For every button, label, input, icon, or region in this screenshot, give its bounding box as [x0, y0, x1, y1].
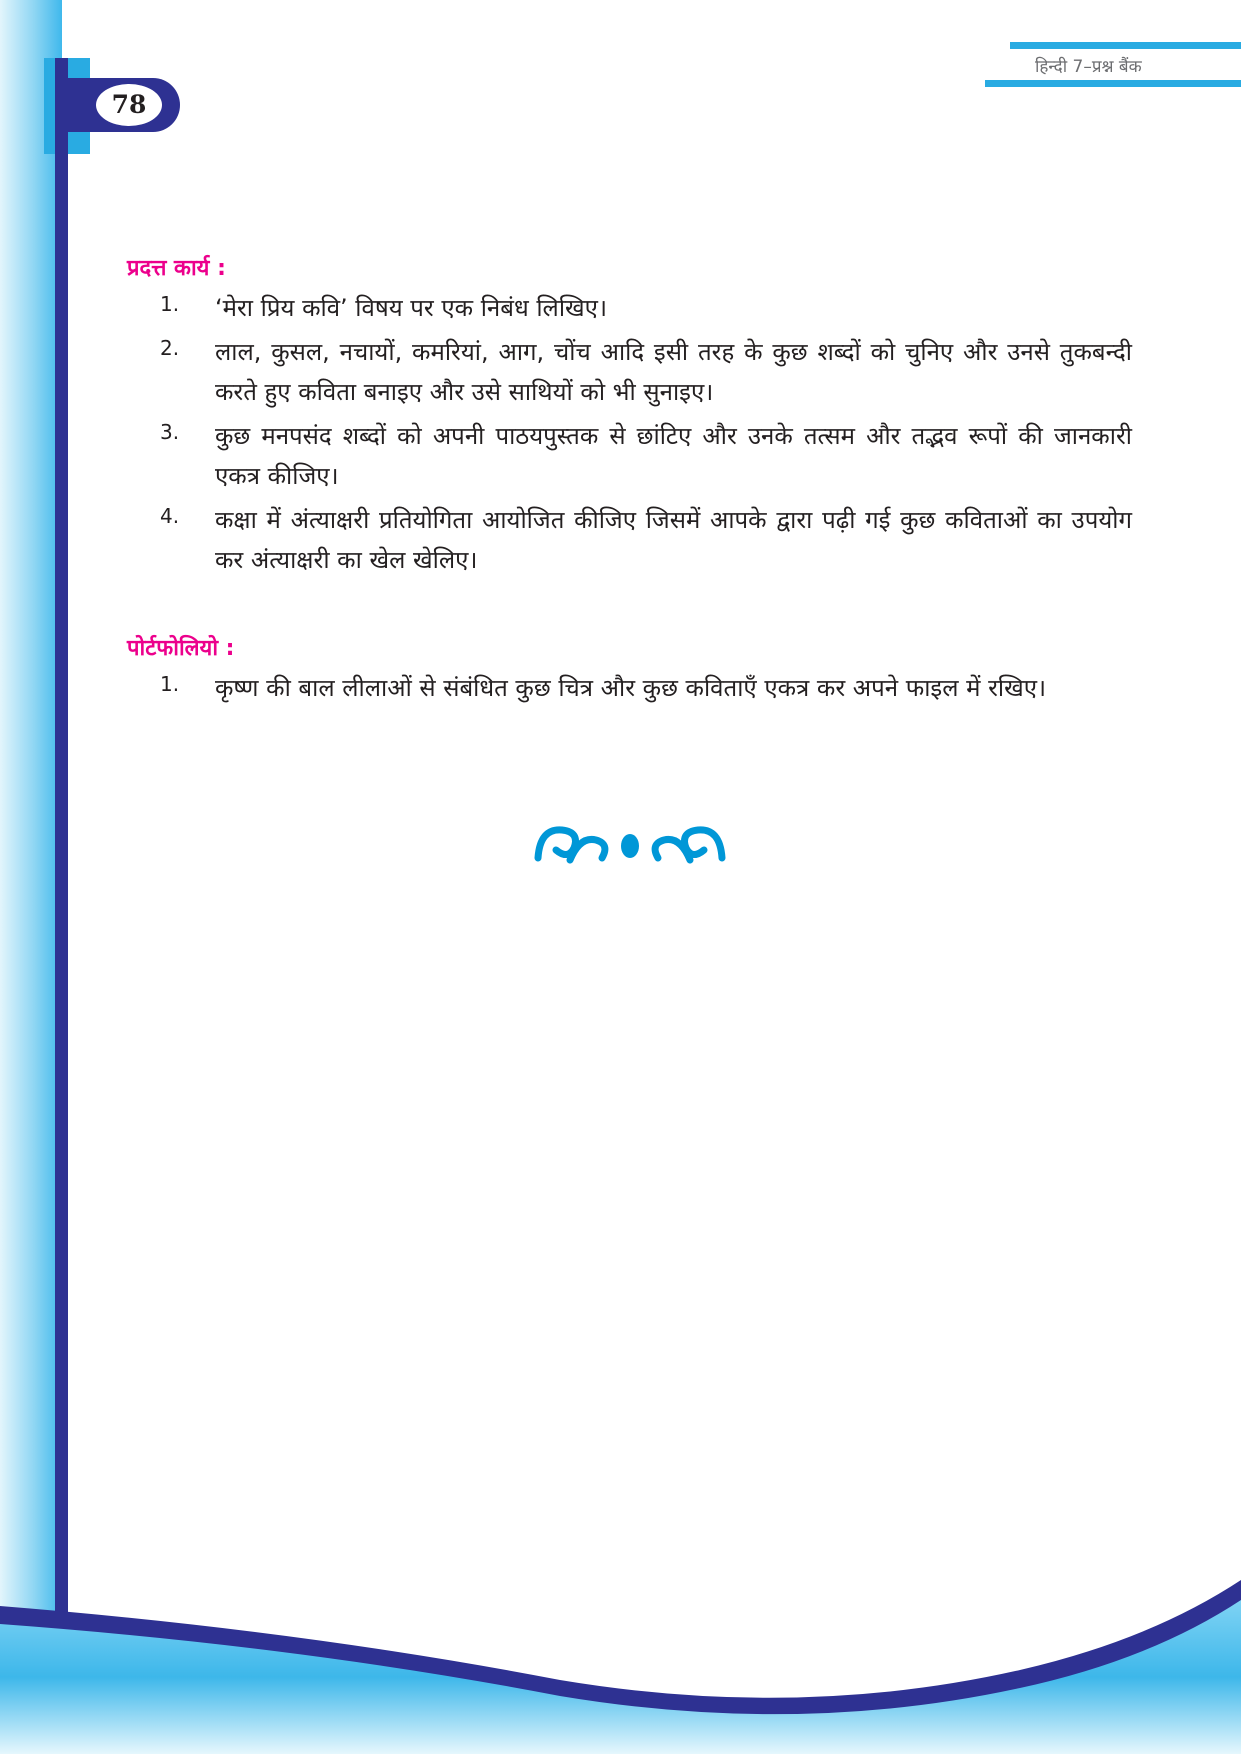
section-end-ornament-icon — [530, 818, 730, 868]
header-rule-bottom — [985, 80, 1241, 87]
portfolio-heading: पोर्टफोलियो : — [127, 636, 235, 661]
list-item-number: 3. — [160, 420, 180, 444]
running-header-title: हिन्दी 7–प्रश्न बैंक — [1035, 57, 1142, 77]
assigned-work-heading: प्रदत्त कार्य : — [127, 256, 226, 281]
list-item-text: लाल, कुसल, नचायों, कमरियां, आग, चोंच आदि इसी तरह के कुछ शब्दों को चुनिए और उनसे तुकबन्दी करते हुए कविता बनाइए और उसे साथियों को भी सुनाइए। — [215, 338, 1132, 406]
list-item-text: ‘मेरा प्रिय कवि’ विषय पर एक निबंध लिखिए। — [215, 294, 608, 322]
list-item-text: कृष्ण की बाल लीलाओं से संबंधित कुछ चित्र और कुछ कविताएँ एकत्र कर अपने फाइल में रखिए। — [215, 674, 1047, 702]
page-number: 78 — [96, 84, 162, 126]
list-item-number: 1. — [160, 672, 180, 696]
list-item-text: कुछ मनपसंद शब्दों को अपनी पाठयपुस्तक से छांटिए और उनके तत्सम और तद्भव रूपों की जानकारी एकत्र कीजिए। — [215, 422, 1132, 490]
list-item-number: 4. — [160, 504, 180, 528]
left-decorative-strip — [0, 0, 62, 1754]
left-margin-bar — [55, 58, 68, 1618]
list-item-text: कक्षा में अंत्याक्षरी प्रतियोगिता आयोजित कीजिए जिसमें आपके द्वारा पढ़ी गई कुछ कविताओं का उपयोग कर अंत्याक्षरी का खेल खेलिए। — [215, 506, 1132, 574]
list-item-number: 1. — [160, 292, 180, 316]
list-item-number: 2. — [160, 336, 180, 360]
bottom-wave-decoration — [0, 1560, 1241, 1754]
header-rule-top — [1010, 42, 1241, 49]
